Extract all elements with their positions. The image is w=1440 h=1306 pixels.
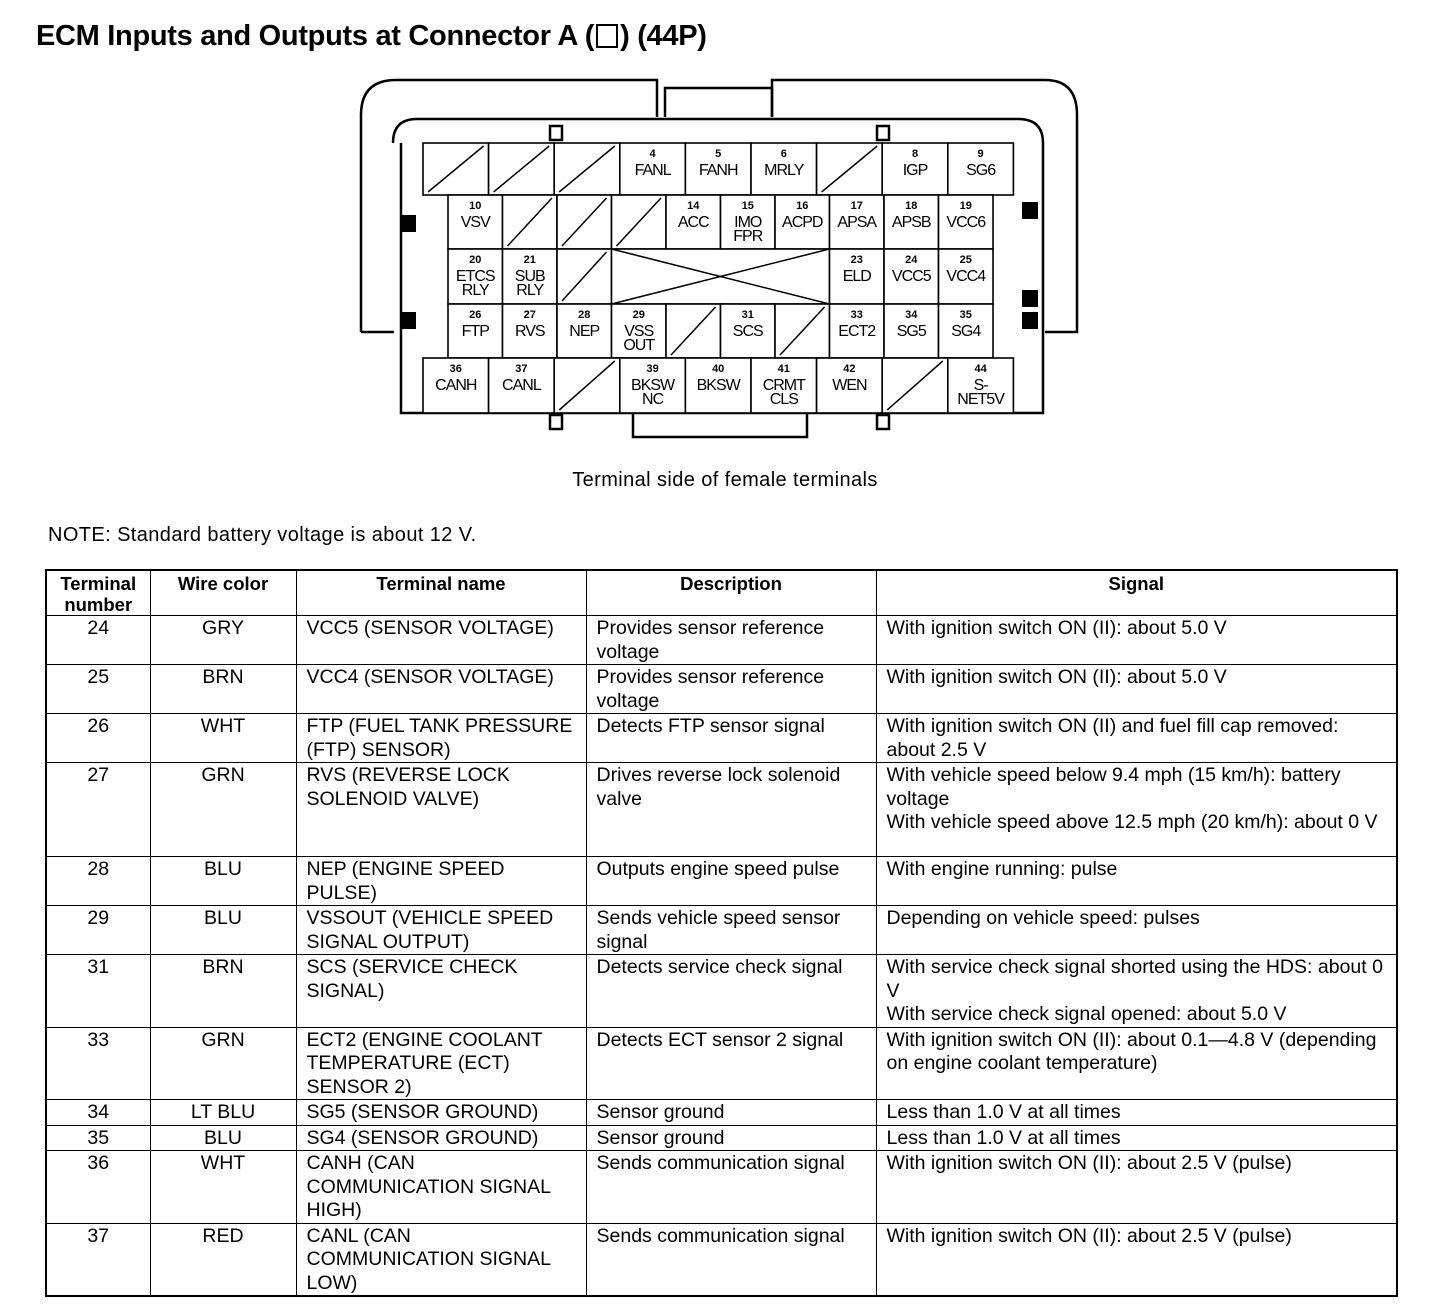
- pin-label: BKSW: [631, 377, 675, 394]
- page-title: [36, 20, 707, 53]
- connector-pin: [685, 358, 751, 413]
- pin-label: SG4: [951, 323, 981, 340]
- terminal-name-cell: CANH (CAN COMMUNICATION SIGNAL HIGH): [296, 1151, 586, 1224]
- description-cell: Provides sensor reference voltage: [586, 616, 876, 665]
- connector-diagram: [355, 75, 1085, 445]
- pin-number: 34: [905, 309, 918, 321]
- battery-note: NOTE: Standard battery voltage is about 12 V.: [48, 524, 477, 546]
- table-row: [46, 616, 1397, 665]
- pin-label: FANL: [634, 162, 671, 179]
- pin-label: S-: [973, 377, 988, 394]
- pin-label: RVS: [514, 323, 545, 340]
- pin-number: 15: [741, 200, 754, 212]
- pin-label: SG5: [896, 323, 926, 340]
- signal-cell: [876, 1223, 1397, 1296]
- connector-pin-empty: [612, 195, 667, 249]
- terminal-name-cell: NEP (ENGINE SPEED PULSE): [296, 857, 586, 906]
- pin-label: FTP: [461, 323, 489, 340]
- table-row: [46, 955, 1397, 1028]
- signal-line: With ignition switch ON (II): about 2.5 V (pulse): [886, 1152, 1292, 1174]
- connector-pin: [751, 143, 817, 195]
- pin-label: RLY: [461, 282, 489, 299]
- table-row: [46, 1100, 1397, 1126]
- signal-cell: [876, 763, 1397, 857]
- terminal-number-cell: 25: [46, 665, 150, 714]
- signal-line: With vehicle speed above 12.5 mph (20 km/h): about 0 V: [886, 811, 1378, 833]
- terminal-number-cell: 29: [46, 906, 150, 955]
- connector-pin: [830, 195, 885, 249]
- pin-number: 4: [649, 148, 656, 160]
- connector-pin: [948, 143, 1014, 195]
- pin-number: 24: [905, 254, 918, 266]
- pin-number: 41: [777, 363, 790, 375]
- wire-color-cell: GRN: [150, 763, 296, 857]
- diagram-caption: Terminal side of female terminals: [572, 469, 878, 491]
- pin-label: ECT2: [838, 323, 876, 340]
- signal-cell: [876, 1100, 1397, 1126]
- connector-pin: [939, 304, 994, 358]
- terminal-name-cell: CANL (CAN COMMUNICATION SIGNAL LOW): [296, 1223, 586, 1296]
- connector-pin: [948, 358, 1014, 413]
- connector-pin: [489, 358, 555, 413]
- signal-line: Depending on vehicle speed: pulses: [886, 907, 1200, 929]
- signal-cell: [876, 665, 1397, 714]
- pin-number: 33: [850, 309, 863, 321]
- signal-line: With ignition switch ON (II): about 5.0 V: [886, 666, 1227, 688]
- signal-line: With ignition switch ON (II): about 2.5 V (pulse): [886, 1224, 1292, 1247]
- connector-pin: [423, 358, 489, 413]
- table-row: [46, 1223, 1397, 1296]
- pin-number: 39: [646, 363, 659, 375]
- pin-number: 8: [911, 148, 919, 160]
- signal-cell: [876, 714, 1397, 763]
- signal-line: Less than 1.0 V at all times: [886, 1126, 1121, 1149]
- connector-pin: [448, 195, 503, 249]
- description-cell: Detects service check signal: [586, 955, 876, 1028]
- connector-pin: [448, 249, 503, 304]
- pin-label: ELD: [842, 268, 871, 285]
- pin-label: WEN: [832, 377, 867, 394]
- signal-line: With service check signal opened: about 5.0 V: [886, 1003, 1287, 1025]
- wire-color-cell: WHT: [150, 1151, 296, 1224]
- pin-number: 44: [974, 363, 987, 375]
- wire-color-cell: BLU: [150, 906, 296, 955]
- header-wire-color: Wire color: [150, 570, 296, 616]
- description-cell: Drives reverse lock solenoid valve: [586, 763, 876, 857]
- pin-label: FANH: [698, 162, 738, 179]
- terminal-name-cell: RVS (REVERSE LOCK SOLENOID VALVE): [296, 763, 586, 857]
- pin-label: VCC6: [946, 214, 986, 231]
- connector-pin: [884, 304, 939, 358]
- pin-label: IGP: [902, 162, 928, 179]
- connector-pin: [620, 358, 686, 413]
- pin-number: 36: [449, 363, 462, 375]
- terminal-number-cell: 28: [46, 857, 150, 906]
- pin-label: FPR: [733, 228, 763, 245]
- connector-pin-empty: [503, 195, 558, 249]
- connector-pin: [830, 249, 885, 304]
- pin-label: CRMT: [762, 377, 805, 394]
- pin-number: 28: [578, 309, 591, 321]
- pin-label: ACC: [677, 214, 709, 231]
- title-suffix: ) (44P): [620, 20, 707, 52]
- pin-label: VCC5: [891, 268, 931, 285]
- pin-label: NC: [642, 391, 664, 408]
- pin-number: 42: [843, 363, 856, 375]
- connector-color-box-icon: [596, 24, 618, 48]
- table-row: [46, 1125, 1397, 1151]
- wire-color-cell: BLU: [150, 1125, 296, 1151]
- connector-pin-empty: [557, 195, 612, 249]
- connector-pin-empty: [775, 304, 830, 358]
- pin-label: CANH: [435, 377, 477, 394]
- connector-pin: [685, 143, 751, 195]
- wire-color-cell: GRN: [150, 1027, 296, 1100]
- connector-pins: [423, 143, 1013, 413]
- signal-line: With engine running: pulse: [886, 858, 1118, 880]
- pin-label: SUB: [514, 268, 545, 285]
- terminal-number-cell: 27: [46, 763, 150, 857]
- connector-pin-empty: [554, 358, 620, 413]
- wire-color-cell: BRN: [150, 665, 296, 714]
- table-row: [46, 1151, 1397, 1224]
- connector-pin: [557, 304, 612, 358]
- connector-pin: [817, 358, 883, 413]
- pin-label: CLS: [769, 391, 798, 408]
- connector-pin: [830, 304, 885, 358]
- pin-number: 31: [741, 309, 754, 321]
- signal-line: Less than 1.0 V at all times: [886, 1101, 1121, 1123]
- description-cell: Sends communication signal: [586, 1151, 876, 1224]
- pin-label: VSV: [460, 214, 490, 231]
- pin-label: BKSW: [696, 377, 740, 394]
- pin-number: 18: [905, 200, 918, 212]
- pin-label: IMO: [734, 214, 762, 231]
- pin-label: NEP: [569, 323, 600, 340]
- pin-number: 19: [959, 200, 972, 212]
- pin-number: 21: [523, 254, 536, 266]
- wire-color-cell: RED: [150, 1223, 296, 1296]
- terminal-name-cell: SG5 (SENSOR GROUND): [296, 1100, 586, 1126]
- pin-number: 6: [780, 148, 787, 160]
- terminal-number-cell: 36: [46, 1151, 150, 1224]
- table-row: [46, 763, 1397, 857]
- pin-label: OUT: [623, 337, 655, 354]
- connector-pin: [448, 304, 503, 358]
- terminal-number-cell: 33: [46, 1027, 150, 1100]
- connector-pin-empty: [423, 143, 489, 195]
- terminal-name-cell: FTP (FUEL TANK PRESSURE (FTP) SENSOR): [296, 714, 586, 763]
- wire-color-cell: BLU: [150, 857, 296, 906]
- pin-label: APSB: [891, 214, 931, 231]
- title-prefix: ECM Inputs and Outputs at Connector A (: [36, 20, 595, 52]
- terminal-number-cell: 26: [46, 714, 150, 763]
- table-header-row: [46, 570, 1397, 616]
- signal-line: With ignition switch ON (II) and fuel fill cap removed: about 2.5 V: [886, 715, 1339, 761]
- pin-number: 40: [712, 363, 725, 375]
- connector-pin: [503, 249, 558, 304]
- pin-label: SG6: [966, 162, 996, 179]
- connector-blocked-area: [612, 249, 830, 304]
- pin-number: 29: [632, 309, 645, 321]
- table-row: [46, 665, 1397, 714]
- terminal-spec-table: [45, 569, 1398, 1297]
- connector-pin: [666, 195, 721, 249]
- header-terminal-name: Terminal name: [296, 570, 586, 616]
- connector-pin: [620, 143, 686, 195]
- connector-pin: [612, 304, 667, 358]
- signal-line: With ignition switch ON (II): about 5.0 V: [886, 617, 1227, 639]
- signal-line: With service check signal shorted using the HDS: about 0 V: [886, 956, 1383, 1002]
- pin-number: 5: [715, 148, 722, 160]
- pin-number: 26: [469, 309, 482, 321]
- wire-color-cell: WHT: [150, 714, 296, 763]
- pin-number: 14: [687, 200, 700, 212]
- connector-pin: [884, 195, 939, 249]
- connector-pin: [503, 304, 558, 358]
- signal-cell: [876, 955, 1397, 1028]
- wire-color-cell: LT BLU: [150, 1100, 296, 1126]
- terminal-name-cell: VCC5 (SENSOR VOLTAGE): [296, 616, 586, 665]
- pin-label: MRLY: [764, 162, 804, 179]
- signal-line: With vehicle speed below 9.4 mph (15 km/h): battery voltage: [886, 764, 1341, 810]
- pin-number: 20: [469, 254, 482, 266]
- connector-pin: [882, 143, 948, 195]
- pin-number: 17: [850, 200, 863, 212]
- terminal-name-cell: ECT2 (ENGINE COOLANT TEMPERATURE (ECT) SENSOR 2): [296, 1027, 586, 1100]
- signal-cell: [876, 616, 1397, 665]
- pin-label: RLY: [516, 282, 544, 299]
- pin-number: 10: [469, 200, 482, 212]
- header-terminal-number: Terminal number: [46, 570, 150, 616]
- pin-number: 25: [959, 254, 972, 266]
- pin-label: CANL: [502, 377, 541, 394]
- signal-cell: [876, 906, 1397, 955]
- table-row: [46, 1027, 1397, 1100]
- table-row: [46, 714, 1397, 763]
- pin-label: ACPD: [782, 214, 823, 231]
- signal-cell: [876, 857, 1397, 906]
- terminal-number-cell: 37: [46, 1223, 150, 1296]
- header-description: Description: [586, 570, 876, 616]
- terminal-name-cell: SCS (SERVICE CHECK SIGNAL): [296, 955, 586, 1028]
- table-row: [46, 906, 1397, 955]
- description-cell: Outputs engine speed pulse: [586, 857, 876, 906]
- connector-pin: [884, 249, 939, 304]
- description-cell: Detects FTP sensor signal: [586, 714, 876, 763]
- terminal-number-cell: 24: [46, 616, 150, 665]
- connector-pin: [721, 304, 776, 358]
- pin-number: 23: [850, 254, 863, 266]
- header-signal: Signal: [876, 570, 1397, 616]
- connector-pin: [751, 358, 817, 413]
- wire-color-cell: GRY: [150, 616, 296, 665]
- terminal-name-cell: VCC4 (SENSOR VOLTAGE): [296, 665, 586, 714]
- pin-label: ETCS: [455, 268, 495, 285]
- pin-label: NET5V: [957, 391, 1004, 408]
- pin-number: 37: [515, 363, 528, 375]
- connector-pin: [775, 195, 830, 249]
- connector-pin: [939, 249, 994, 304]
- terminal-number-cell: 35: [46, 1125, 150, 1151]
- description-cell: Sensor ground: [586, 1125, 876, 1151]
- description-cell: Detects ECT sensor 2 signal: [586, 1027, 876, 1100]
- pin-label: SCS: [732, 323, 763, 340]
- pin-label: APSA: [837, 214, 877, 231]
- terminal-name-cell: SG4 (SENSOR GROUND): [296, 1125, 586, 1151]
- pin-number: 16: [796, 200, 809, 212]
- terminal-number-cell: 31: [46, 955, 150, 1028]
- wire-color-cell: BRN: [150, 955, 296, 1028]
- terminal-name-cell: VSSOUT (VEHICLE SPEED SIGNAL OUTPUT): [296, 906, 586, 955]
- connector-pin-empty: [666, 304, 721, 358]
- description-cell: Sends vehicle speed sensor signal: [586, 906, 876, 955]
- table-row: [46, 857, 1397, 906]
- description-cell: Sends communication signal: [586, 1223, 876, 1296]
- pin-number: 27: [523, 309, 536, 321]
- signal-cell: [876, 1027, 1397, 1100]
- connector-pin-empty: [489, 143, 555, 195]
- terminal-number-cell: 34: [46, 1100, 150, 1126]
- connector-pin: [721, 195, 776, 249]
- signal-cell: [876, 1125, 1397, 1151]
- description-cell: Sensor ground: [586, 1100, 876, 1126]
- connector-pin-empty: [817, 143, 883, 195]
- connector-pin-empty: [557, 249, 612, 304]
- connector-pin: [939, 195, 994, 249]
- pin-number: 35: [959, 309, 972, 321]
- signal-cell: [876, 1151, 1397, 1224]
- description-cell: Provides sensor reference voltage: [586, 665, 876, 714]
- pin-label: VSS: [624, 323, 654, 340]
- pin-number: 9: [977, 148, 984, 160]
- connector-pin-empty: [882, 358, 948, 413]
- connector-pin-empty: [554, 143, 620, 195]
- signal-line: With ignition switch ON (II): about 0.1—4.8 V (depending on engine coolant temperature): [886, 1028, 1377, 1074]
- pin-label: VCC4: [946, 268, 986, 285]
